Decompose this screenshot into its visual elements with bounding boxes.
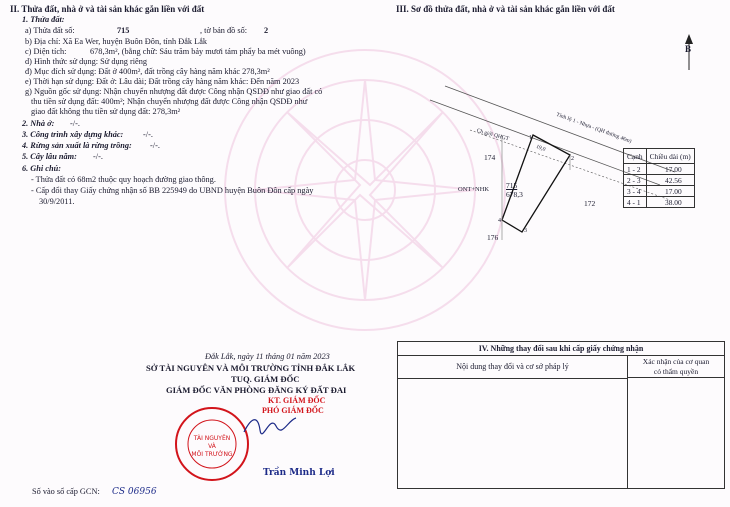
signature-scribble-icon (240, 410, 300, 440)
confirm-line2: có thẩm quyền (653, 367, 699, 376)
table-row (624, 164, 695, 175)
changes-table (397, 341, 725, 489)
address: b) Địa chỉ: Xã Ea Wer, huyện Buôn Đôn, tỉnh Đắk Lắk (25, 37, 208, 46)
authorization-line: TUQ. GIÁM ĐỐC (231, 374, 300, 384)
use-purpose: đ) Mục đích sử dụng: Đất ở 400m², đất trồng cây hàng năm khác 278,3m² (25, 67, 270, 76)
changes-col-confirm (628, 356, 724, 378)
area-label: c) Diện tích: (25, 47, 67, 56)
length-col-header: Chiều dài (m) (646, 149, 694, 164)
edge-cell: 1 - 2 (624, 164, 647, 175)
issuing-department: SỞ TÀI NGUYÊN VÀ MÔI TRƯỜNG TỈNH ĐẮK LẮK (146, 363, 356, 373)
edge-col-header: Cạnh (624, 149, 647, 164)
forest-value: -/-. (150, 141, 160, 150)
house-heading: 2. Nhà ở: (22, 119, 55, 128)
length-cell: 38.00 (646, 197, 694, 208)
edge-cell: 4 - 1 (624, 197, 647, 208)
svg-text:VÀ: VÀ (208, 443, 216, 450)
neighbor-parcel-174: 174 (484, 153, 496, 162)
svg-text:MÔI TRƯỜNG: MÔI TRƯỜNG (191, 451, 233, 458)
map-sheet-label: , tờ bản đồ số: (200, 26, 248, 35)
parcel-area-in-map: 678,3 (506, 190, 523, 199)
forest-heading: 4. Rừng sản xuất là rừng trồng: (22, 141, 132, 150)
map-sheet-number: 2 (264, 26, 269, 35)
construction-heading: 3. Công trình xây dựng khác: (22, 130, 124, 139)
length-cell: 17.00 (646, 186, 694, 197)
note-line2: - Cấp đổi thay Giấy chứng nhận số BB 225949 do UBND huyện Buôn Đôn cấp ngày (31, 186, 314, 195)
confirm-line1: Xác nhận của cơ quan (642, 357, 710, 366)
length-cell: 17.00 (646, 164, 694, 175)
vertex-1: 1 (529, 135, 532, 141)
office-title: GIÁM ĐỐC VĂN PHÒNG ĐĂNG KÝ ĐẤT ĐAI (166, 385, 347, 395)
notes-heading: 6. Ghi chú: (22, 164, 61, 173)
column-divider (627, 379, 628, 488)
s1-heading: 1. Thửa đất: (22, 15, 65, 24)
table-row (624, 197, 695, 208)
serial-number: CS 06956 (112, 487, 157, 497)
parcel-type-in-map: ONT+NHK (458, 186, 490, 193)
vertex-3: 3 (524, 228, 527, 234)
trees-value: -/-. (93, 152, 103, 161)
section3-title: III. Sơ đồ thửa đất, nhà ở và tài sản khác gắn liền với đất (396, 4, 615, 14)
kt-director-stamp: KT. GIÁM ĐỐC (268, 396, 326, 405)
area-value: 678,3m², (bằng chữ: Sáu trăm bảy mươi tám phẩy ba mét vuông) (90, 47, 306, 56)
origin-line3: giao đất không thu tiền sử dụng đất: 278,3m² (31, 107, 181, 116)
trees-heading: 5. Cây lâu năm: (22, 152, 77, 161)
length-cell: 42.56 (646, 175, 694, 186)
serial-label: Số vào sổ cấp GCN: (32, 487, 100, 496)
note-line1: - Thửa đất có 68m2 thuộc quy hoạch đường giao thông. (31, 175, 216, 184)
svg-text:TÀI NGUYÊN: TÀI NGUYÊN (193, 435, 231, 442)
section2-title: II. Thửa đất, nhà ở và tài sản khác gắn liền với đất (10, 4, 205, 14)
note-line3: 30/9/2011. (39, 197, 75, 206)
road-label: Tỉnh lộ 1 - Nhựa - (QH đường 46m) (555, 111, 633, 145)
signer-name: Trần Minh Lợi (263, 468, 335, 478)
frontage-distance: 19,0 (535, 143, 547, 154)
house-value: -/-. (70, 119, 80, 128)
vertex-4: 4 (498, 218, 501, 224)
use-form: d) Hình thức sử dụng: Sử dụng riêng (25, 57, 148, 66)
parcel-number-in-map: 715 (506, 181, 518, 190)
edge-cell: 3 - 4 (624, 186, 647, 197)
use-term: e) Thời hạn sử dụng: Đất ở: Lâu dài; Đất trồng cây hàng năm khác: Đến năm 2023 (25, 77, 300, 86)
neighbor-parcel-172: 172 (584, 199, 596, 208)
neighbor-parcel-176: 176 (487, 233, 499, 242)
north-label: B (685, 44, 692, 54)
issue-date: Đắk Lắk, ngày 11 tháng 01 năm 2023 (205, 352, 330, 361)
parcel-number: 715 (117, 26, 130, 35)
table-row (624, 186, 695, 197)
parcel-number-label: a) Thửa đất số: (25, 26, 75, 35)
edge-cell: 2 - 3 (624, 175, 647, 186)
origin-line1: g) Nguồn gốc sử dụng: Nhận chuyển nhượng đất được Công nhận QSDĐ như giao đất có (25, 87, 323, 96)
origin-line2: thu tiền sử dụng đất: 400m²; Nhận chuyển nhượng đất được Công nhận QSDĐ như (31, 97, 308, 106)
table-row (624, 175, 695, 186)
row-boundary-label: Ch giới QHGT (475, 127, 510, 143)
vertex-2: 2 (571, 156, 574, 162)
changes-col-content: Nội dung thay đổi và cơ sở pháp lý (398, 356, 628, 379)
edge-length-table (623, 148, 695, 208)
deputy-director-stamp: PHÓ GIÁM ĐỐC (262, 406, 324, 415)
construction-value: -/-. (143, 130, 153, 139)
section4-title: IV. Những thay đổi sau khi cấp giấy chứng nhận (398, 342, 724, 356)
